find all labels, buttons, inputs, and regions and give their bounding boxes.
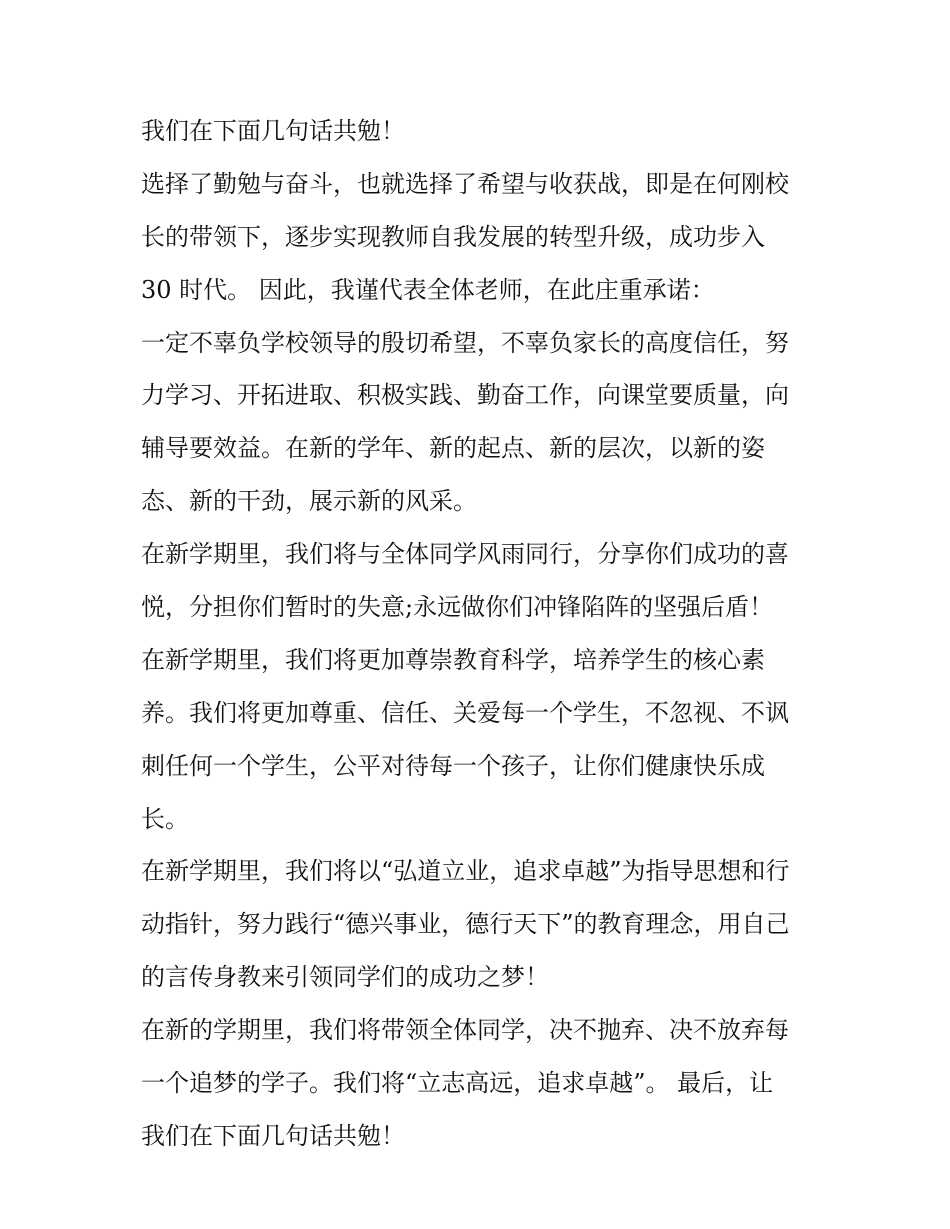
text-line: 悦，分担你们暂时的失意;永远做你们冲锋陷阵的坚强后盾！	[141, 593, 774, 622]
document-body-text	[141, 111, 821, 1169]
text-line: 在新学期里，我们将以“弘道立业，追求卓越”为指导思想和行	[141, 857, 790, 886]
text-line: 动指针，努力践行“德兴事业，德行天下”的教育理念，用自己	[141, 910, 790, 939]
text-line: 长的带领下，逐步实现教师自我发展的转型升级，成功步入	[141, 222, 765, 251]
text-line: 在新学期里，我们将与全体同学风雨同行，分享你们成功的喜	[141, 540, 789, 569]
text-line: 一定不辜负学校领导的殷切希望，不辜负家长的高度信任，努	[141, 328, 789, 357]
text-line: 一个追梦的学子。我们将“立志高远，追求卓越”。 最后，让	[141, 1069, 774, 1098]
text-line: 刺任何一个学生，公平对待每一个孩子，让你们健康快乐成	[141, 751, 765, 780]
text-line: 的言传身教来引领同学们的成功之梦！	[141, 963, 549, 992]
text-line: 在新学期里，我们将更加尊崇教育科学，培养学生的核心素	[141, 645, 765, 674]
text-line: 选择了勤勉与奋斗，也就选择了希望与收获战，即是在何刚校	[141, 169, 789, 198]
text-line: 我们在下面几句话共勉！	[141, 117, 405, 145]
text-line: 力学习、开拓进取、积极实践、勤奋工作，向课堂要质量，向	[141, 381, 789, 410]
text-line: 长。	[141, 804, 189, 833]
text-line: 养。我们将更加尊重、信任、关爱每一个学生，不忽视、不讽	[141, 698, 789, 727]
text-line: 30 时代。 因此，我谨代表全体老师，在此庄重承诺：	[141, 275, 715, 304]
text-line: 在新的学期里，我们将带领全体同学，决不抛弃、决不放弃每	[141, 1016, 789, 1045]
text-line: 态、新的干劲，展示新的风采。	[141, 487, 477, 516]
text-line: 我们在下面几句话共勉！	[141, 1121, 405, 1150]
text-line: 辅导要效益。在新的学年、新的起点、新的层次，以新的姿	[141, 434, 765, 463]
